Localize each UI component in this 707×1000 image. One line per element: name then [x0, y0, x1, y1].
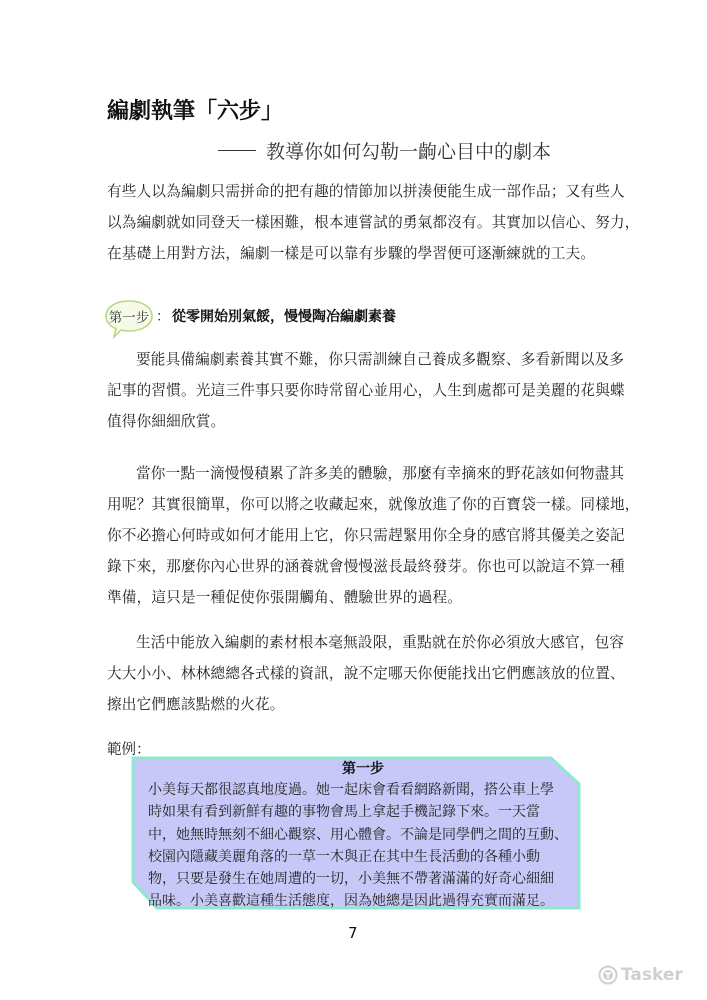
bubble-label: 第一步: [108, 310, 150, 326]
body-paragraph-1: [107, 344, 625, 437]
text-line: 擦出它們應該點燃的火花。: [107, 696, 285, 713]
step-colon: ：: [156, 309, 170, 325]
page-number: 7: [348, 924, 358, 942]
subtitle-text: 教導你如何勾勒一齣心目中的劇本: [266, 141, 552, 163]
text-line: 你不必擔心何時或如何才能用上它，你只需趕緊用你全身的感官將其優美之姿記: [107, 527, 625, 544]
text-line: 時如果有看到新鮮有趣的事物會馬上拿起手機記錄下來。一天當: [148, 804, 540, 821]
page-title: 編劇執筆「六步」: [107, 99, 284, 124]
example-box: [131, 756, 582, 910]
tasker-logo-icon: [598, 965, 618, 985]
page-subtitle: [218, 137, 551, 164]
text-line: 當你一點一滴慢慢積累了許多美的體驗，那麼有幸摘來的野花該如何物盡其: [136, 465, 625, 482]
example-text: [148, 779, 568, 913]
step-title: 從零開始別氣餒，慢慢陶冶編劇素養: [172, 309, 396, 325]
text-line: 錄下來，那麼你內心世界的涵養就會慢慢滋長最終發芽。你也可以說這不算一種: [107, 558, 625, 575]
text-line: 有些人以為編劇只需拼命的把有趣的情節加以拼湊便能生成一部作品；又有些人: [107, 183, 625, 200]
text-line: 生活中能放入編劇的素材根本毫無設限，重點就在於你必須放大感官，包容: [136, 634, 625, 651]
text-line: 準備，這只是一種促使你張開觸角、體驗世界的過程。: [107, 589, 463, 606]
text-line: 在基礎上用對方法，編劇一樣是可以靠有步驟的學習便可逐漸練就的工夫。: [107, 245, 596, 262]
body-paragraph-3: [107, 627, 625, 720]
text-line: 物，只要是發生在她周遭的一切，小美無不帶著滿滿的好奇心細細: [148, 871, 554, 888]
em-dash-line: [218, 150, 256, 151]
body-paragraph-2: [107, 458, 640, 613]
text-line: 值得你細細欣賞。: [107, 413, 226, 430]
intro-paragraph: [107, 176, 640, 269]
watermark: [598, 965, 683, 985]
example-label: 範例：: [107, 742, 151, 758]
text-line: 品味。小美喜歡這種生活態度，因為她總是因此過得充實而滿足。: [148, 893, 554, 910]
text-line: 用呢？其實很簡單，你可以將之收藏起來，就像放進了你的百寶袋一樣。同樣地，: [107, 496, 640, 513]
watermark-text: Tasker: [621, 965, 683, 985]
text-line: 以為編劇就如同登天一樣困難，根本連嘗試的勇氣都沒有。其實加以信心、努力，: [107, 214, 640, 231]
text-line: 小美每天都很認真地度過。她一起床會看看網路新聞，搭公車上學: [148, 782, 554, 798]
text-line: 要能具備編劇素養其實不難，你只需訓練自己養成多觀察、多看新聞以及多: [136, 351, 625, 368]
speech-bubble-icon: [104, 299, 154, 333]
example-title: 第一步: [342, 761, 384, 777]
text-line: 記事的習慣。光這三件事只要你時常留心並用心，人生到處都可是美麗的花與蝶: [107, 382, 625, 399]
step-heading: [104, 298, 396, 334]
text-line: 大大小小、林林總總各式樣的資訊，說不定哪天你便能找出它們應該放的位置、: [107, 665, 625, 682]
text-line: 校園內隱藏美麗角落的一草一木與正在其中生長活動的各種小動: [148, 848, 540, 865]
example-content: [148, 759, 568, 913]
text-line: 中，她無時無刻不細心觀察、用心體會。不論是同學們之間的互動、: [148, 826, 568, 843]
